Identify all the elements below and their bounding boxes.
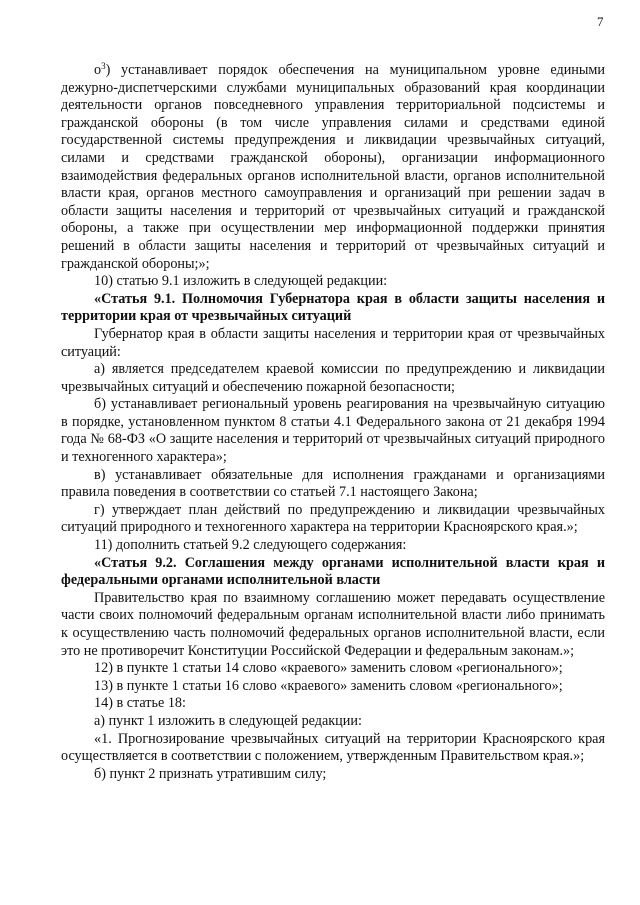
paragraph-item-14-a: а) пункт 1 изложить в следующей редакции:	[94, 712, 362, 729]
document-body	[61, 62, 605, 783]
paragraph-quote-1: «1. Прогнозирование чрезвычайных ситуаций на территории Красноярского края осуществляется в соответствии с положением, утвержденным Правительством края.»;	[61, 730, 605, 765]
article-heading-9-2: «Статья 9.2. Соглашения между органами исполнительной власти края и федеральными органами исполнительной власти	[61, 554, 605, 589]
paragraph-sub-g: г) утверждает план действий по предупреждению и ликвидации чрезвычайных ситуаций природного и техногенного характера на территории Красноярского края.»;	[61, 501, 605, 536]
paragraph-item-10: 10) статью 9.1 изложить в следующей редакции:	[94, 273, 388, 290]
page-number: 7	[597, 14, 604, 29]
paragraph-sub-v: в) устанавливает обязательные для исполнения гражданами и организациями правила поведения в соответствии со статьей 7.1 настоящего Закона;	[61, 466, 605, 501]
paragraph-o3: $о^3$) устанавливает порядок обеспечения на муниципальном уровне едиными дежурно-диспетчерскими службами муниципальных образований края координации деятельности органов повседневного управления территориальной подсистемы и гражданской обороны (в том числе управления силами и средствами единой государственной системы предупреждения и ликвидации чрезвычайных ситуаций, силами и средствами гражданской обороны), организации информационного взаимодействия федеральных органов исполнительной власти, органов исполнительной власти края, органов местного самоуправления и организаций при решении задач в области защиты населения и территорий от чрезвычайных ситуаций и гражданской обороны, а также при осуществлении мер информационной поддержки принятия решений в области защиты населения и территорий от чрезвычайных ситуаций и гражданской обороны;»;	[61, 61, 605, 272]
paragraph-sub-a: а) является председателем краевой комиссии по предупреждению и ликвидации чрезвычайных ситуаций и обеспечению пожарной безопасности;	[61, 361, 605, 395]
paragraph-sub-b: б) устанавливает региональный уровень реагирования на чрезвычайную ситуацию в порядке, установленном пунктом 8 статьи 4.1 Федерального закона от 21 декабря 1994 года № 68-ФЗ «О защите населения и территорий от чрезвычайных ситуаций природного и техногенного характера»;	[61, 396, 605, 466]
paragraph-item-14: 14) в статье 18:	[94, 695, 186, 712]
superscript: 3	[101, 61, 106, 71]
paragraph-item-12: 12) в пункте 1 статьи 14 слово «краевого» заменить словом «регионального»;	[94, 660, 563, 677]
paragraph-item-13: 13) в пункте 1 статьи 16 слово «краевого» заменить словом «регионального»;	[94, 677, 563, 694]
paragraph-government: Правительство края по взаимному соглашению может передавать осуществление части своих полномочий федеральным органам исполнительной власти либо принимать к осуществлению часть полномочий федеральных органов исполнительной власти, если это не противоречит Конституции Российской Федерации и федеральным законам.»;	[61, 589, 605, 659]
paragraph-item-14-b: б) пункт 2 признать утратившим силу;	[94, 765, 327, 782]
article-heading-9-1: «Статья 9.1. Полномочия Губернатора края в области защиты населения и территории края от чрезвычайных ситуаций	[61, 290, 605, 325]
paragraph-item-11: 11) дополнить статьей 9.2 следующего содержания:	[94, 537, 407, 554]
paragraph-governor: Губернатор края в области защиты населения и территории края от чрезвычайных ситуаций:	[61, 325, 605, 360]
